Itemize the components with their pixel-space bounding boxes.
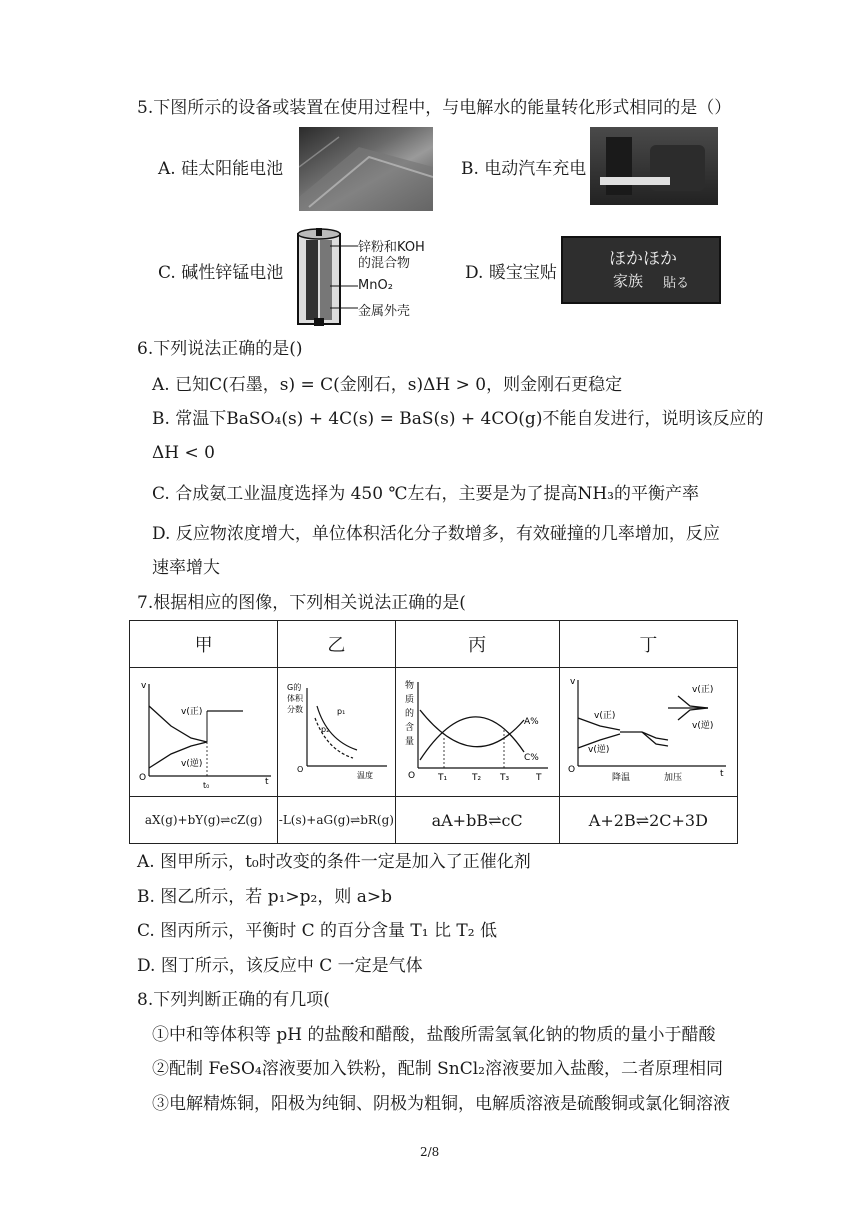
q6-stem: 6.下列说法正确的是(): [137, 339, 303, 359]
graph-ding: [560, 668, 736, 792]
battery-label-shell: 金属外壳: [358, 304, 411, 319]
g4-o: O: [568, 765, 576, 775]
battery-label-mno2: MnO₂: [358, 278, 393, 293]
g1-o: O: [138, 773, 146, 783]
g3-t1: T₁: [438, 773, 448, 783]
q7-stem: 7.根据相应的图像，下列相关说法正确的是(: [137, 593, 466, 613]
graph-yi: [279, 668, 394, 792]
g3-y1: 质: [405, 695, 415, 705]
graph-ding-cell: [559, 668, 737, 797]
g3-t: T: [536, 773, 542, 783]
g2-y3: 分数: [286, 705, 303, 714]
g1-t0: t₀: [202, 781, 209, 790]
header-jia: 甲: [130, 621, 278, 668]
equation-ding: A+2B⇌2C+3D: [559, 797, 737, 844]
battery-label-mixture: 的混合物: [358, 256, 411, 271]
g3-t2: T₂: [472, 773, 482, 783]
header-yi: 乙: [278, 621, 395, 668]
g2-p1: p₁: [336, 707, 346, 716]
g1-t: t: [264, 777, 269, 787]
g3-y2: 的: [405, 709, 415, 719]
q8-item-2: ②配制 FeSO₄溶液要加入铁粉，配制 SnCl₂溶液要加入盐酸，二者原理相同: [152, 1059, 723, 1079]
equation-jia: aX(g)+bY(g)⇌cZ(g): [130, 797, 278, 844]
g3-y3: 含: [405, 723, 415, 733]
g4-v: v: [570, 677, 576, 687]
q7-option-c: C. 图丙所示，平衡时 C 的百分含量 T₁ 比 T₂ 低: [137, 921, 497, 941]
g4-vn1: v(逆): [588, 745, 610, 755]
pad-text-3: 貼る: [663, 276, 690, 291]
g1-v: v: [140, 681, 146, 691]
pad-text-1: ほかほか: [609, 249, 677, 269]
q7-graph-table: [129, 620, 738, 844]
q6-option-a: A. 已知C(石墨，s) = C(金刚石，s)ΔH > 0，则金刚石更稳定: [152, 375, 623, 395]
q5-stem: 5.下图所示的设备或装置在使用过程中，与电解水的能量转化形式相同的是（）: [137, 98, 732, 118]
g2-o: O: [296, 765, 304, 774]
g3-y0: 物: [405, 681, 415, 691]
g4-vn2: v(逆): [692, 721, 714, 731]
graph-jia-cell: [130, 668, 278, 797]
battery-leader-lines: [330, 238, 360, 314]
ev-charger-shape: [590, 127, 718, 205]
g4-vz1: v(正): [594, 711, 616, 721]
g4-x2: 加压: [664, 773, 683, 783]
q8-item-1: ①中和等体积等 pH 的盐酸和醋酸，盐酸所需氢氧化钠的物质的量小于醋酸: [152, 1025, 716, 1045]
graph-jia: [131, 668, 277, 792]
graph-bing: [396, 668, 558, 792]
q8-item-3: ③电解精炼铜，阳极为纯铜、阴极为粗铜，电解质溶液是硫酸铜或氯化铜溶液: [152, 1094, 730, 1114]
g3-o: O: [408, 771, 416, 781]
q5-option-a: A. 硅太阳能电池: [158, 159, 284, 179]
solar-panel-photo: [299, 127, 433, 211]
ev-charging-photo: [590, 127, 718, 205]
g1-vz: v(正): [180, 707, 202, 717]
g3-c: C%: [524, 753, 539, 763]
equation-bing: aA+bB⇌cC: [395, 797, 559, 844]
g3-a: A%: [524, 717, 539, 727]
q5-option-d: D. 暖宝宝贴: [465, 263, 557, 283]
graph-yi-cell: [278, 668, 395, 797]
q7-option-d: D. 图丁所示，该反应中 C 一定是气体: [137, 956, 423, 976]
q5-option-b: B. 电动汽车充电: [461, 159, 587, 179]
q6-option-b-line1: B. 常温下BaSO₄(s) + 4C(s) = BaS(s) + 4CO(g)不能自发进行，说明该反应的: [152, 409, 764, 429]
pad-text-2: 家族: [613, 272, 644, 290]
g1-vn: v(逆): [180, 759, 202, 769]
g4-x1: 降温: [612, 773, 631, 783]
q6-option-d-line1: D. 反应物浓度增大，单位体积活化分子数增多，有效碰撞的几率增加，反应: [152, 524, 720, 544]
page-number: 2/8: [420, 1145, 440, 1159]
header-bing: 丙: [395, 621, 559, 668]
battery-label-zinc: 锌粉和KOH: [358, 240, 425, 255]
equation-yi: -L(s)+aG(g)⇌bR(g): [278, 797, 395, 844]
g4-vz2: v(正): [692, 685, 714, 695]
g3-t3: T₃: [500, 773, 510, 783]
g4-t: t: [720, 769, 724, 779]
g2-y1: G的: [286, 683, 302, 692]
q5-option-c: C. 碱性锌锰电池: [158, 263, 284, 283]
q6-option-b-line2: ΔH < 0: [152, 443, 215, 463]
warm-pad-photo: [561, 236, 721, 304]
g3-y4: 量: [405, 737, 415, 747]
q7-option-a: A. 图甲所示，t₀时改变的条件一定是加入了正催化剂: [137, 852, 531, 872]
q7-option-b: B. 图乙所示，若 p₁>p₂，则 a>b: [137, 887, 393, 907]
g2-y2: 体积: [286, 694, 303, 703]
q6-option-c: C. 合成氨工业温度选择为 450 ℃左右，主要是为了提高NH₃的平衡产率: [152, 484, 699, 504]
q6-option-d-line2: 速率增大: [152, 558, 220, 578]
graph-bing-cell: [395, 668, 559, 797]
g2-p2: p₂: [320, 725, 330, 734]
q8-stem: 8.下列判断正确的有几项(: [137, 990, 330, 1010]
g2-x: 温度: [356, 771, 373, 780]
header-ding: 丁: [559, 621, 737, 668]
solar-panel-texture: [299, 127, 433, 211]
